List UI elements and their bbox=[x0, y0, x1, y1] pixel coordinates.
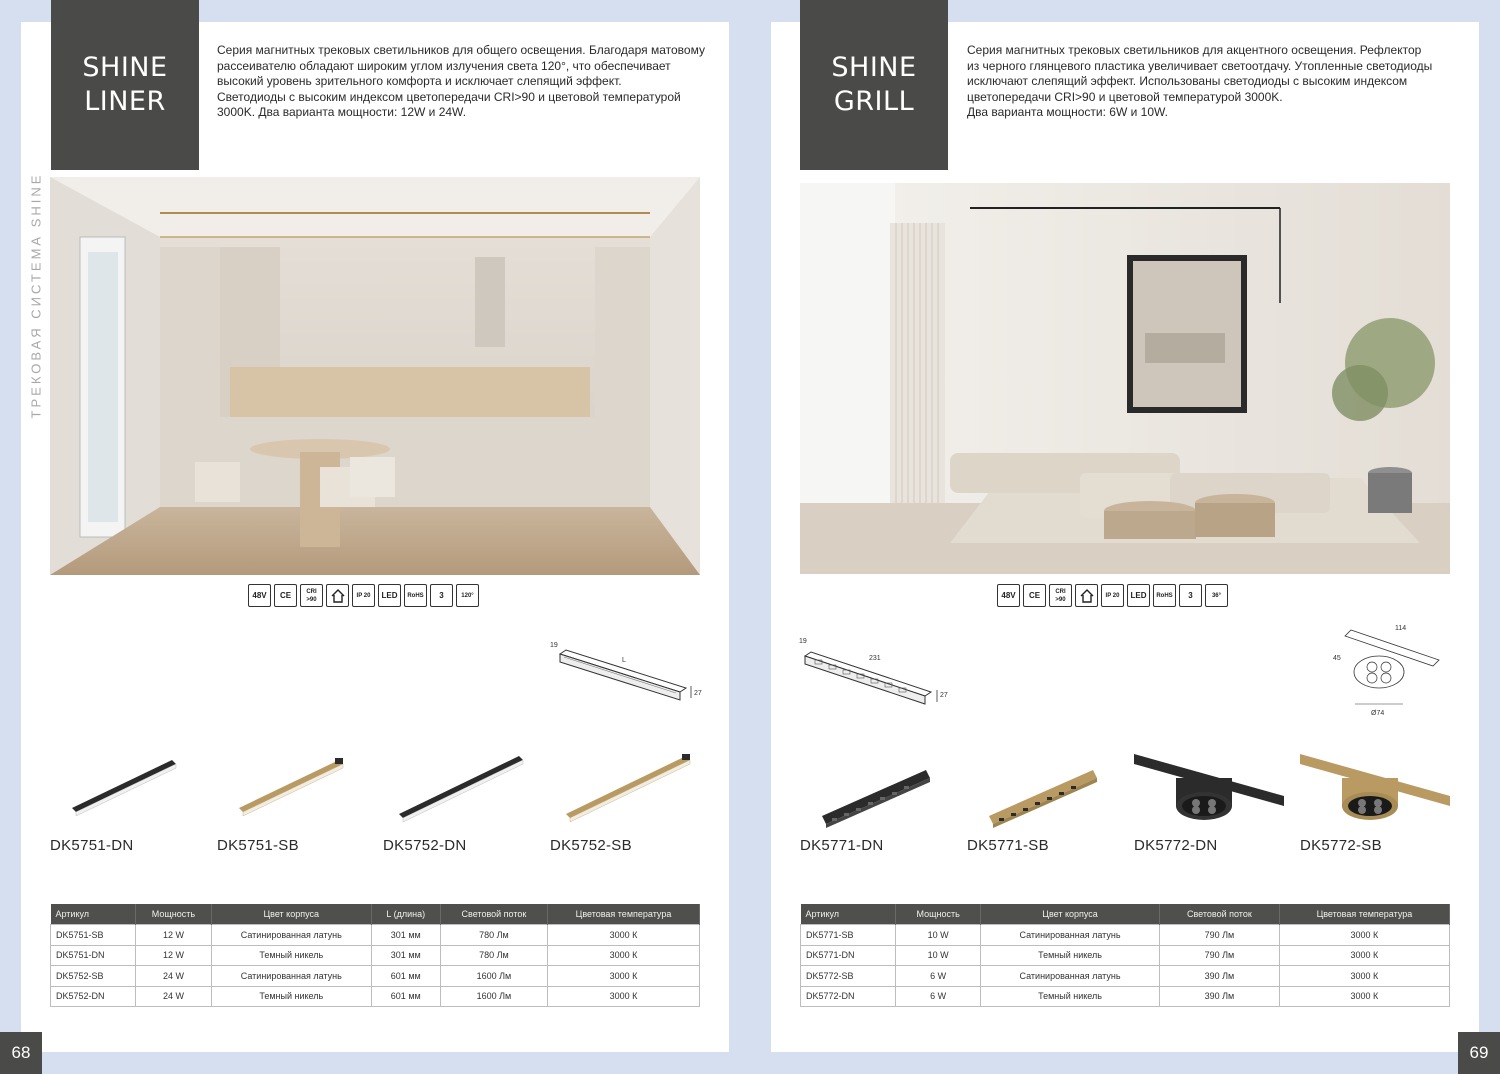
title-line-2: GRILL bbox=[833, 86, 915, 117]
intro-line: рассеивателю обладают широким углом излучения света 120°, что обеспечивает bbox=[217, 58, 671, 73]
table-cell: 3000 К bbox=[547, 986, 699, 1007]
dimension-width-label: 19 bbox=[550, 642, 558, 649]
table-header: Артикул bbox=[801, 904, 896, 925]
side-running-title-text: ТРЕКОВАЯ СИСТЕМА SHINE bbox=[28, 172, 44, 418]
cri-icon: CRI >90 bbox=[1049, 584, 1072, 607]
product-card bbox=[50, 734, 200, 854]
title-box-shine-grill bbox=[800, 0, 948, 170]
table-row bbox=[51, 945, 700, 966]
table-row bbox=[51, 966, 700, 987]
table-cell: 390 Лм bbox=[1159, 966, 1279, 987]
table-header: Цвет корпуса bbox=[211, 904, 371, 925]
dimension-length-label: 114 bbox=[1395, 625, 1407, 632]
dimension-height-label: 27 bbox=[694, 690, 702, 697]
dimension-length-label: L bbox=[622, 657, 626, 664]
table-cell: DK5752-SB bbox=[51, 966, 136, 987]
kitchen-interior-photo bbox=[50, 177, 700, 575]
table-row bbox=[801, 966, 1450, 987]
product-code: DK5752-SB bbox=[550, 837, 632, 854]
table-row bbox=[801, 945, 1450, 966]
ip20-icon: IP 20 bbox=[352, 584, 375, 607]
table-row bbox=[51, 925, 700, 946]
table-cell: DK5771-SB bbox=[801, 925, 896, 946]
table-cell: Темный никель bbox=[211, 986, 371, 1007]
product-card bbox=[967, 734, 1117, 854]
table-cell: 790 Лм bbox=[1159, 945, 1279, 966]
grill-round-dimension-drawing bbox=[1329, 620, 1449, 720]
table-header: Мощность bbox=[896, 904, 981, 925]
table-cell: 390 Лм bbox=[1159, 986, 1279, 1007]
product-card bbox=[217, 734, 367, 854]
table-cell: DK5772-DN bbox=[801, 986, 896, 1007]
grill-spec-table bbox=[800, 904, 1450, 1007]
table-header-row bbox=[51, 904, 700, 925]
intro-line: Светодиоды с высоким индексом цветопередачи CRI>90 и цветовой температурой bbox=[217, 89, 681, 104]
table-cell: 790 Лм bbox=[1159, 925, 1279, 946]
title-line-1: SHINE bbox=[82, 52, 168, 83]
table-cell: 3000 К bbox=[547, 945, 699, 966]
table-cell: 301 мм bbox=[371, 925, 440, 946]
table-cell: 3000 К bbox=[1279, 986, 1449, 1007]
table-row bbox=[801, 925, 1450, 946]
intro-line: из черного глянцевого пластика увеличивает светоотдачу. Утопленные светодиоды bbox=[967, 58, 1433, 73]
table-cell: DK5752-DN bbox=[51, 986, 136, 1007]
round-spot-luminaire-image bbox=[1134, 734, 1284, 834]
voltage-48v-icon: 48V bbox=[997, 584, 1020, 607]
table-header: Цветовая температура bbox=[547, 904, 699, 925]
intro-line: Серия магнитных трековых светильников для общего освещения. Благодаря матовому bbox=[217, 43, 705, 57]
table-header: Световой поток bbox=[1159, 904, 1279, 925]
product-code: DK5772-SB bbox=[1300, 837, 1382, 854]
rohs-icon: RoHS bbox=[1153, 584, 1176, 607]
table-cell: 12 W bbox=[135, 925, 211, 946]
table-cell: Сатинированная латунь bbox=[981, 966, 1160, 987]
intro-text bbox=[967, 43, 1457, 121]
product-code: DK5751-DN bbox=[50, 837, 134, 854]
page-number-right: 69 bbox=[1458, 1032, 1500, 1074]
grill-luminaire-image bbox=[800, 734, 950, 834]
beam-angle-120-icon: 120° bbox=[456, 584, 479, 607]
left-page bbox=[21, 22, 729, 1052]
intro-line: высокий уровень зрительного комфорта и исключает слепящий эффект. bbox=[217, 74, 622, 88]
table-cell: 24 W bbox=[135, 986, 211, 1007]
warranty-3-years-icon: 3 bbox=[1179, 584, 1202, 607]
dimension-length-label: 231 bbox=[869, 655, 881, 662]
intro-line: цветопередачи CRI>90 и цветовой температурой 3000K. bbox=[967, 89, 1283, 104]
round-spot-luminaire-image bbox=[1300, 734, 1450, 834]
table-header: Мощность bbox=[135, 904, 211, 925]
linear-luminaire-image bbox=[383, 734, 533, 834]
intro-text bbox=[217, 43, 707, 121]
table-header: Световой поток bbox=[440, 904, 547, 925]
right-page bbox=[771, 22, 1479, 1052]
table-header: L (длина) bbox=[371, 904, 440, 925]
linear-luminaire-image bbox=[217, 734, 367, 834]
table-cell: Темный никель bbox=[981, 945, 1160, 966]
certification-badges bbox=[997, 584, 1228, 607]
beam-angle-36-icon: 36° bbox=[1205, 584, 1228, 607]
cri-icon: CRI >90 bbox=[300, 584, 323, 607]
table-cell: Сатинированная латунь bbox=[211, 925, 371, 946]
table-cell: 6 W bbox=[896, 986, 981, 1007]
table-cell: 1600 Лм bbox=[440, 966, 547, 987]
intro-line: Серия магнитных трековых светильников для акцентного освещения. Рефлектор bbox=[967, 43, 1422, 57]
grill-luminaire-image bbox=[967, 734, 1117, 834]
linear-luminaire-image bbox=[50, 734, 200, 834]
table-cell: 3000 К bbox=[1279, 966, 1449, 987]
table-cell: DK5751-SB bbox=[51, 925, 136, 946]
table-row bbox=[801, 986, 1450, 1007]
grill-linear-dimension-drawing bbox=[795, 634, 955, 714]
certification-badges bbox=[248, 584, 479, 607]
dimension-diameter-label: Ø74 bbox=[1371, 710, 1385, 717]
product-code: DK5771-DN bbox=[800, 837, 884, 854]
product-code: DK5751-SB bbox=[217, 837, 299, 854]
dimension-width-label: 19 bbox=[799, 638, 807, 645]
table-cell: 3000 К bbox=[1279, 925, 1449, 946]
table-cell: DK5751-DN bbox=[51, 945, 136, 966]
table-row bbox=[51, 986, 700, 1007]
table-cell: 3000 К bbox=[547, 925, 699, 946]
intro-line: 3000K. Два варианта мощности: 12W и 24W. bbox=[217, 105, 467, 119]
table-cell: DK5771-DN bbox=[801, 945, 896, 966]
table-cell: DK5772-SB bbox=[801, 966, 896, 987]
ip20-icon: IP 20 bbox=[1101, 584, 1124, 607]
table-cell: 780 Лм bbox=[440, 925, 547, 946]
table-cell: 10 W bbox=[896, 945, 981, 966]
warranty-3-years-icon: 3 bbox=[430, 584, 453, 607]
side-running-title bbox=[23, 160, 49, 430]
liner-spec-table bbox=[50, 904, 700, 1007]
led-icon: LED bbox=[1127, 584, 1150, 607]
product-card bbox=[1134, 734, 1284, 854]
liner-dimension-drawing bbox=[546, 636, 706, 706]
table-cell: 301 мм bbox=[371, 945, 440, 966]
title-box-shine-liner bbox=[51, 0, 199, 170]
table-cell: 3000 К bbox=[547, 966, 699, 987]
table-cell: Темный никель bbox=[981, 986, 1160, 1007]
table-cell: 601 мм bbox=[371, 966, 440, 987]
ce-mark-icon: CE bbox=[274, 584, 297, 607]
product-code: DK5772-DN bbox=[1134, 837, 1218, 854]
product-card bbox=[550, 734, 700, 854]
product-card bbox=[383, 734, 533, 854]
table-cell: Сатинированная латунь bbox=[211, 966, 371, 987]
product-card bbox=[1300, 734, 1450, 854]
table-header-row bbox=[801, 904, 1450, 925]
table-cell: 601 мм bbox=[371, 986, 440, 1007]
table-cell: Темный никель bbox=[211, 945, 371, 966]
voltage-48v-icon: 48V bbox=[248, 584, 271, 607]
product-code: DK5771-SB bbox=[967, 837, 1049, 854]
ce-mark-icon: CE bbox=[1023, 584, 1046, 607]
indoor-house-icon bbox=[326, 584, 349, 607]
intro-line: Два варианта мощности: 6W и 10W. bbox=[967, 105, 1169, 119]
intro-line: исключают слепящий эффект. Использованы светодиоды с высоким индексом bbox=[967, 74, 1408, 88]
rohs-icon: RoHS bbox=[404, 584, 427, 607]
table-cell: 1600 Лм bbox=[440, 986, 547, 1007]
page-number-left: 68 bbox=[0, 1032, 42, 1074]
table-cell: 6 W bbox=[896, 966, 981, 987]
table-cell: 10 W bbox=[896, 925, 981, 946]
table-header: Цвет корпуса bbox=[981, 904, 1160, 925]
title-line-1: SHINE bbox=[831, 52, 917, 83]
table-cell: 3000 К bbox=[1279, 945, 1449, 966]
indoor-house-icon bbox=[1075, 584, 1098, 607]
product-gallery bbox=[800, 734, 1450, 884]
table-cell: Сатинированная латунь bbox=[981, 925, 1160, 946]
table-header: Цветовая температура bbox=[1279, 904, 1449, 925]
table-cell: 24 W bbox=[135, 966, 211, 987]
linear-luminaire-image bbox=[550, 734, 700, 834]
product-gallery bbox=[50, 734, 700, 884]
table-cell: 780 Лм bbox=[440, 945, 547, 966]
product-card bbox=[800, 734, 950, 854]
led-icon: LED bbox=[378, 584, 401, 607]
table-header: Артикул bbox=[51, 904, 136, 925]
living-room-interior-photo bbox=[800, 183, 1450, 574]
dimension-height-label: 27 bbox=[940, 692, 948, 699]
table-cell: 12 W bbox=[135, 945, 211, 966]
title-line-2: LINER bbox=[84, 86, 166, 117]
dimension-height-label: 45 bbox=[1333, 655, 1341, 662]
product-code: DK5752-DN bbox=[383, 837, 467, 854]
